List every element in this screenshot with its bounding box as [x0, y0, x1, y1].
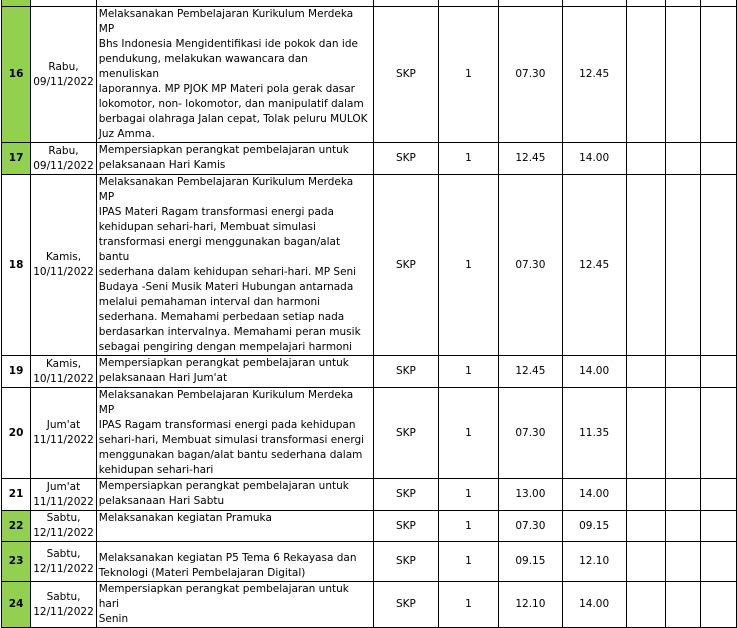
unit-cell: SKP [374, 479, 439, 511]
quantity-cell: 1 [438, 356, 498, 388]
date-cell [31, 511, 97, 542]
empty-cell [701, 542, 737, 582]
unit-cell: SKP [374, 7, 439, 143]
table-row [2, 7, 737, 143]
empty-cell [626, 479, 665, 511]
description-cell: Melaksanakan kegiatan P5 Tema 6 Rekayasa dan Teknologi (Materi Pembelajaran Digital) [96, 542, 373, 582]
date-label: 12/11/2022 [33, 605, 94, 618]
empty-cell [665, 175, 701, 356]
date-cell [31, 356, 97, 388]
date-label: 11/11/2022 [33, 495, 94, 508]
quantity-cell: 1 [438, 511, 498, 542]
quantity-cell: 1 [438, 582, 498, 628]
start-time-cell: 12.45 [499, 356, 563, 388]
unit-cell: SKP [374, 175, 439, 356]
end-time-cell: 12.45 [562, 175, 626, 356]
end-time-cell: 14.00 [562, 143, 626, 175]
date-cell [31, 582, 97, 628]
date-label: 09/11/2022 [33, 159, 94, 172]
end-time-cell: 14.00 [562, 356, 626, 388]
start-time-cell: 07.30 [499, 7, 563, 143]
empty-cell [626, 356, 665, 388]
table-row [2, 511, 737, 542]
date-label: 10/11/2022 [33, 372, 94, 385]
table-row [2, 388, 737, 479]
empty-cell [626, 511, 665, 542]
empty-cell [701, 7, 737, 143]
empty-cell [665, 511, 701, 542]
table-row [2, 479, 737, 511]
quantity-cell: 1 [438, 479, 498, 511]
description-cell: Melaksanakan kegiatan Pramuka [96, 511, 373, 542]
empty-cell [701, 175, 737, 356]
empty-cell [701, 143, 737, 175]
row-number-cell: 16 [2, 7, 31, 143]
row-number-cell: 17 [2, 143, 31, 175]
unit-cell: SKP [374, 388, 439, 479]
empty-cell [665, 388, 701, 479]
empty-cell [665, 542, 701, 582]
description-cell: Melaksanakan Pembelajaran Kurikulum Merdeka MP Bhs Indonesia Mengidentifikasi ide pokok dan ide pendukung, melakukan wawancara dan menuliskan laporannya. MP PJOK MP Materi pola gerak dasar lokomotor, non- lokomotor, dan manipulatif dalam berbagai olahraga Jalan cepat, Tolak peluru MULOK Juz Amma. [96, 7, 373, 143]
table-row [2, 175, 737, 356]
start-time-cell: 07.30 [499, 511, 563, 542]
empty-cell [701, 511, 737, 542]
empty-cell [626, 175, 665, 356]
start-time-cell: 09.15 [499, 542, 563, 582]
date-cell [31, 7, 97, 143]
day-label: Rabu, [48, 144, 79, 157]
empty-cell [701, 479, 737, 511]
start-time-cell: 07.30 [499, 388, 563, 479]
row-number-cell: 23 [2, 542, 31, 582]
description-cell: Mempersiapkan perangkat pembelajaran untuk pelaksanaan Hari Sabtu [96, 479, 373, 511]
date-cell [31, 175, 97, 356]
activity-table [1, 0, 737, 628]
end-time-cell: 14.00 [562, 479, 626, 511]
start-time-cell: 13.00 [499, 479, 563, 511]
empty-cell [665, 582, 701, 628]
date-cell [31, 388, 97, 479]
empty-cell [626, 542, 665, 582]
empty-cell [665, 143, 701, 175]
unit-cell: SKP [374, 542, 439, 582]
table-body [2, 0, 737, 628]
empty-cell [665, 356, 701, 388]
unit-cell: SKP [374, 143, 439, 175]
day-label: Kamis, [45, 251, 82, 263]
empty-cell [626, 143, 665, 175]
start-time-cell: 12.10 [499, 582, 563, 628]
quantity-cell: 1 [438, 388, 498, 479]
table-row [2, 542, 737, 582]
day-label: Jum'at [46, 419, 81, 431]
description-cell: Melaksanakan Pembelajaran Kurikulum Merdeka MP IPAS Materi Ragam transformasi energi pada kehidupan sehari-hari, Membuat simulasi transformasi energi menggunakan bagan/alat bantu sederhana dalam kehidupan sehari-hari. MP Seni Budaya -Seni Musik Materi Hubungan antarnada melalui pemahaman interval dan harmoni sederhana. Memahami perbedaan setiap nada berdasarkan intervalnya. Memahami peran musik sebagai pengiring dengan mempelajari harmoni [96, 175, 373, 356]
quantity-cell: 1 [438, 542, 498, 582]
day-label: Jum'at [46, 480, 81, 493]
date-label: 10/11/2022 [33, 266, 94, 278]
unit-cell: SKP [374, 511, 439, 542]
day-label: Sabtu, [46, 590, 81, 603]
unit-cell: SKP [374, 356, 439, 388]
empty-cell [626, 7, 665, 143]
quantity-cell: 1 [438, 175, 498, 356]
row-number-cell: 20 [2, 388, 31, 479]
date-label: 12/11/2022 [33, 527, 94, 539]
table-row [2, 356, 737, 388]
day-label: Sabtu, [46, 547, 81, 560]
date-label: 09/11/2022 [33, 75, 94, 88]
date-cell [31, 479, 97, 511]
end-time-cell: 12.10 [562, 542, 626, 582]
empty-cell [665, 479, 701, 511]
row-number-cell: 18 [2, 175, 31, 356]
row-number-cell: 24 [2, 582, 31, 628]
table-row [2, 143, 737, 175]
description-cell: Mempersiapkan perangkat pembelajaran untuk pelaksanaan Hari Jum'at [96, 356, 373, 388]
day-label: Sabtu, [46, 512, 81, 524]
quantity-cell: 1 [438, 7, 498, 143]
end-time-cell: 14.00 [562, 582, 626, 628]
day-label: Kamis, [45, 357, 82, 370]
empty-cell [626, 582, 665, 628]
unit-cell: SKP [374, 582, 439, 628]
end-time-cell: 11.35 [562, 388, 626, 479]
description-cell: Melaksanakan Pembelajaran Kurikulum Merdeka MP IPAS Ragam transformasi energi pada kehidupan sehari-hari, Membuat simulasi transformasi energi menggunakan bagan/alat bantu sederhana dalam kehidupan sehari-hari [96, 388, 373, 479]
date-cell [31, 143, 97, 175]
row-number-cell: 19 [2, 356, 31, 388]
start-time-cell: 07.30 [499, 175, 563, 356]
empty-cell [701, 356, 737, 388]
empty-cell [701, 388, 737, 479]
end-time-cell: 09.15 [562, 511, 626, 542]
table-row [2, 582, 737, 628]
quantity-cell: 1 [438, 143, 498, 175]
description-cell: Mempersiapkan perangkat pembelajaran untuk hari Senin [96, 582, 373, 628]
empty-cell [701, 582, 737, 628]
start-time-cell: 12.45 [499, 143, 563, 175]
date-label: 11/11/2022 [33, 434, 94, 446]
row-number-cell: 22 [2, 511, 31, 542]
empty-cell [626, 388, 665, 479]
date-cell [31, 542, 97, 582]
date-label: 12/11/2022 [33, 562, 94, 575]
empty-cell [665, 7, 701, 143]
description-cell: Mempersiapkan perangkat pembelajaran untuk pelaksanaan Hari Kamis [96, 143, 373, 175]
row-number-cell: 21 [2, 479, 31, 511]
day-label: Rabu, [48, 60, 79, 73]
end-time-cell: 12.45 [562, 7, 626, 143]
